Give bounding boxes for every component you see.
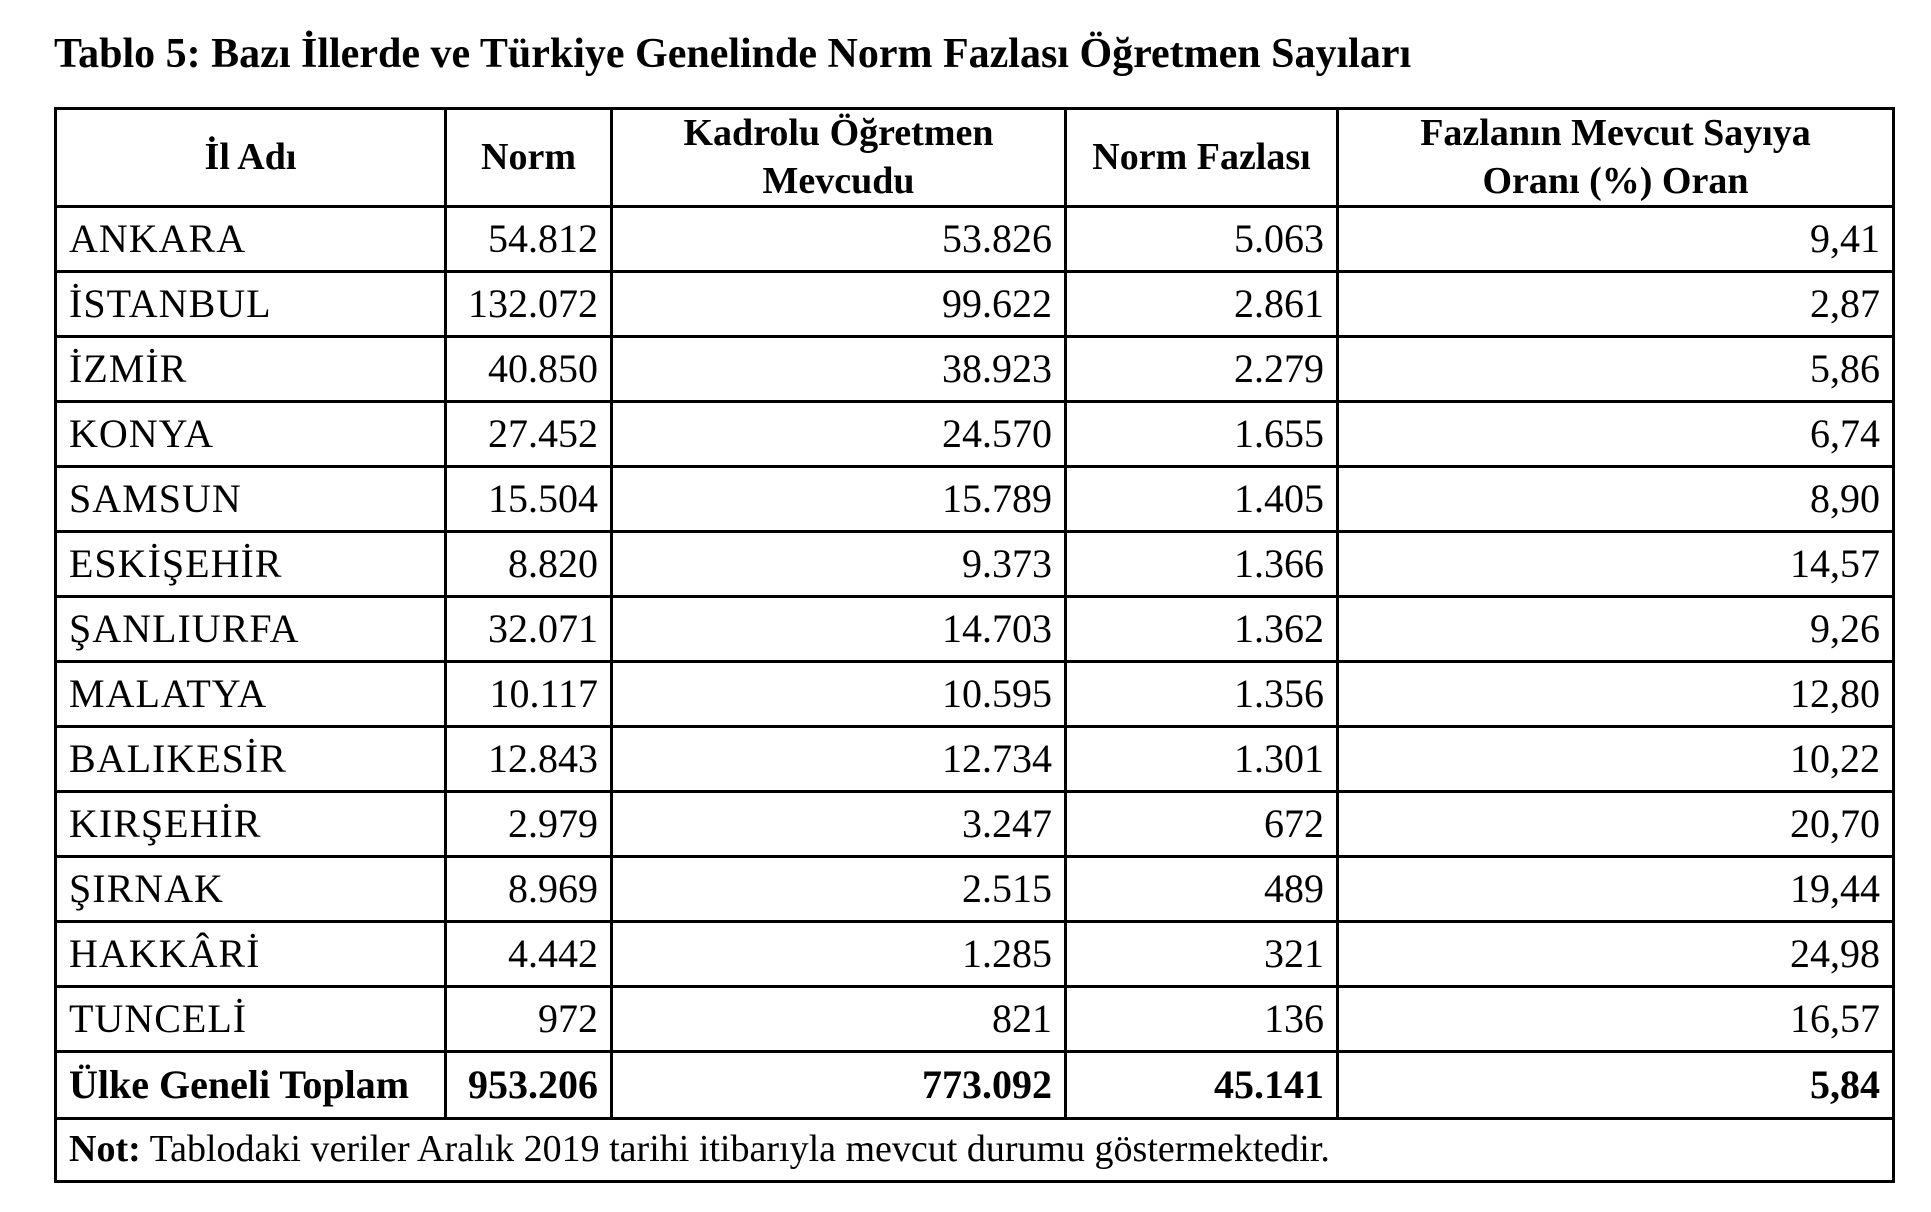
note-label: Not: (69, 1128, 141, 1171)
note-row (56, 1119, 1894, 1182)
cell-oran: 20,70 (1338, 792, 1894, 857)
table-row (56, 207, 1894, 272)
total-label: Ülke Geneli Toplam (56, 1052, 446, 1119)
cell-oran: 8,90 (1338, 467, 1894, 532)
cell-oran: 16,57 (1338, 987, 1894, 1052)
cell-norm: 10.117 (446, 662, 612, 727)
cell-oran: 6,74 (1338, 402, 1894, 467)
total-fazla: 45.141 (1066, 1052, 1338, 1119)
header-norm: Norm (446, 109, 612, 207)
cell-kadrolu: 12.734 (612, 727, 1066, 792)
cell-fazla: 321 (1066, 922, 1338, 987)
header-norm-fazlasi: Norm Fazlası (1066, 109, 1338, 207)
table-row (56, 467, 1894, 532)
cell-norm: 27.452 (446, 402, 612, 467)
cell-il: İSTANBUL (56, 272, 446, 337)
table-row (56, 337, 1894, 402)
cell-il: ŞANLIURFA (56, 597, 446, 662)
cell-norm: 32.071 (446, 597, 612, 662)
cell-norm: 15.504 (446, 467, 612, 532)
cell-il: BALIKESİR (56, 727, 446, 792)
table-title: Tablo 5: Bazı İllerde ve Türkiye Genelinde Norm Fazlası Öğretmen Sayıları (54, 31, 1412, 77)
cell-il: SAMSUN (56, 467, 446, 532)
cell-fazla: 2.279 (1066, 337, 1338, 402)
table-row (56, 922, 1894, 987)
table-row (56, 597, 1894, 662)
cell-fazla: 1.366 (1066, 532, 1338, 597)
cell-norm: 2.979 (446, 792, 612, 857)
cell-fazla: 1.655 (1066, 402, 1338, 467)
cell-oran: 14,57 (1338, 532, 1894, 597)
cell-kadrolu: 3.247 (612, 792, 1066, 857)
cell-norm: 972 (446, 987, 612, 1052)
cell-kadrolu: 9.373 (612, 532, 1066, 597)
total-kadrolu: 773.092 (612, 1052, 1066, 1119)
table-row (56, 987, 1894, 1052)
cell-fazla: 136 (1066, 987, 1338, 1052)
cell-oran: 9,41 (1338, 207, 1894, 272)
cell-kadrolu: 99.622 (612, 272, 1066, 337)
cell-norm: 12.843 (446, 727, 612, 792)
cell-fazla: 672 (1066, 792, 1338, 857)
table-row (56, 662, 1894, 727)
cell-norm: 54.812 (446, 207, 612, 272)
table-row (56, 792, 1894, 857)
cell-il: HAKKÂRİ (56, 922, 446, 987)
total-oran: 5,84 (1338, 1052, 1894, 1119)
total-norm: 953.206 (446, 1052, 612, 1119)
cell-il: KONYA (56, 402, 446, 467)
cell-il: ESKİŞEHİR (56, 532, 446, 597)
table-row (56, 532, 1894, 597)
table-row (56, 272, 1894, 337)
cell-kadrolu: 14.703 (612, 597, 1066, 662)
header-oran: Fazlanın Mevcut Sayıya Oranı (%) Oran (1338, 109, 1894, 207)
cell-norm: 8.969 (446, 857, 612, 922)
cell-il: TUNCELİ (56, 987, 446, 1052)
cell-il: ŞIRNAK (56, 857, 446, 922)
header-il-adi: İl Adı (56, 109, 446, 207)
cell-fazla: 2.861 (1066, 272, 1338, 337)
cell-il: İZMİR (56, 337, 446, 402)
cell-fazla: 1.405 (1066, 467, 1338, 532)
cell-oran: 2,87 (1338, 272, 1894, 337)
header-row (56, 109, 1894, 207)
cell-fazla: 1.362 (1066, 597, 1338, 662)
total-row (56, 1052, 1894, 1119)
cell-oran: 24,98 (1338, 922, 1894, 987)
cell-kadrolu: 10.595 (612, 662, 1066, 727)
cell-fazla: 5.063 (1066, 207, 1338, 272)
cell-norm: 40.850 (446, 337, 612, 402)
cell-norm: 4.442 (446, 922, 612, 987)
cell-kadrolu: 821 (612, 987, 1066, 1052)
cell-oran: 9,26 (1338, 597, 1894, 662)
table-row (56, 402, 1894, 467)
cell-kadrolu: 53.826 (612, 207, 1066, 272)
table-note (56, 1119, 1894, 1182)
cell-il: MALATYA (56, 662, 446, 727)
note-text: Tablodaki veriler Aralık 2019 tarihi itibarıyla mevcut durumu göstermektedir. (140, 1128, 1330, 1171)
cell-fazla: 1.301 (1066, 727, 1338, 792)
cell-oran: 12,80 (1338, 662, 1894, 727)
norm-surplus-table (54, 107, 1895, 1183)
cell-kadrolu: 15.789 (612, 467, 1066, 532)
cell-kadrolu: 38.923 (612, 337, 1066, 402)
cell-oran: 19,44 (1338, 857, 1894, 922)
cell-oran: 10,22 (1338, 727, 1894, 792)
cell-kadrolu: 2.515 (612, 857, 1066, 922)
table-row (56, 857, 1894, 922)
cell-fazla: 489 (1066, 857, 1338, 922)
cell-norm: 8.820 (446, 532, 612, 597)
header-kadrolu: Kadrolu Öğretmen Mevcudu (612, 109, 1066, 207)
cell-kadrolu: 1.285 (612, 922, 1066, 987)
cell-il: ANKARA (56, 207, 446, 272)
cell-oran: 5,86 (1338, 337, 1894, 402)
table-row (56, 727, 1894, 792)
cell-il: KIRŞEHİR (56, 792, 446, 857)
cell-kadrolu: 24.570 (612, 402, 1066, 467)
cell-norm: 132.072 (446, 272, 612, 337)
cell-fazla: 1.356 (1066, 662, 1338, 727)
